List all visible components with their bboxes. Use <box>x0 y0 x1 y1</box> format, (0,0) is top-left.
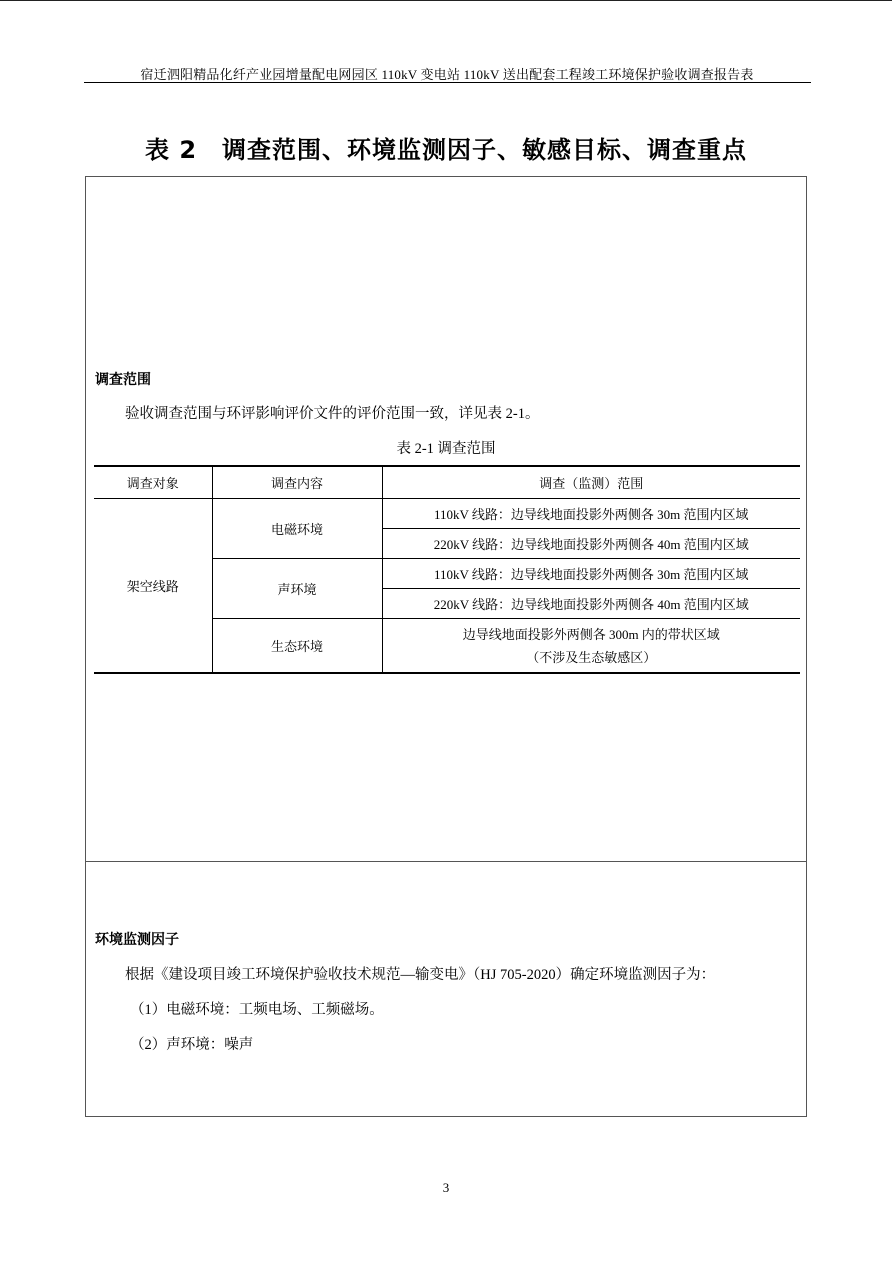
range-cell: 110kV 线路：边导线地面投影外两侧各 30m 范围内区域 <box>382 499 800 529</box>
survey-object-cell: 架空线路 <box>94 499 212 673</box>
table-header-row <box>94 466 800 499</box>
content-cell-electromagnetic: 电磁环境 <box>212 499 382 559</box>
content-cell-acoustic: 声环境 <box>212 559 382 619</box>
content-cell-ecological: 生态环境 <box>212 619 382 673</box>
monitoring-heading: 环境监测因子 <box>95 932 179 948</box>
range-cell: 220kV 线路：边导线地面投影外两侧各 40m 范围内区域 <box>382 529 800 559</box>
survey-scope-table <box>94 465 800 674</box>
page-title: 表 2 调查范围、环境监测因子、敏感目标、调查重点 <box>144 136 748 164</box>
table-row <box>94 499 800 529</box>
column-header-content: 调查内容 <box>212 466 382 499</box>
survey-scope-paragraph: 验收调查范围与环评影响评价文件的评价范围一致，详见表 2-1。 <box>125 406 540 422</box>
monitoring-paragraph: 根据《建设项目竣工环境保护验收技术规范—输变电》（HJ 705-2020）确定环境监测因子为： <box>125 967 716 983</box>
table-caption: 表 2-1 调查范围 <box>396 441 496 457</box>
range-cell-ecological <box>382 619 800 673</box>
range-cell: 110kV 线路：边导线地面投影外两侧各 30m 范围内区域 <box>382 559 800 589</box>
header-rule <box>84 82 811 83</box>
frame-divider <box>85 861 807 862</box>
range-cell: 220kV 线路：边导线地面投影外两侧各 40m 范围内区域 <box>382 589 800 619</box>
range-note: （不涉及生态敏感区） <box>526 650 657 666</box>
column-header-range: 调查（监测）范围 <box>382 466 800 499</box>
top-edge-rule <box>0 0 892 1</box>
column-header-object: 调查对象 <box>94 466 212 499</box>
range-text: 边导线地面投影外两侧各 300m 内的带状区域 <box>462 627 720 643</box>
running-header: 宿迁泗阳精品化纤产业园增量配电网园区 110kV 变电站 110kV 送出配套工程竣工环境保护验收调查报告表 <box>140 67 754 82</box>
monitoring-item: （1）电磁环境：工频电场、工频磁场。 <box>130 1002 384 1018</box>
survey-scope-heading: 调查范围 <box>95 372 151 388</box>
monitoring-item: （2）声环境：噪声 <box>130 1037 254 1053</box>
page-number: 3 <box>442 1180 450 1195</box>
